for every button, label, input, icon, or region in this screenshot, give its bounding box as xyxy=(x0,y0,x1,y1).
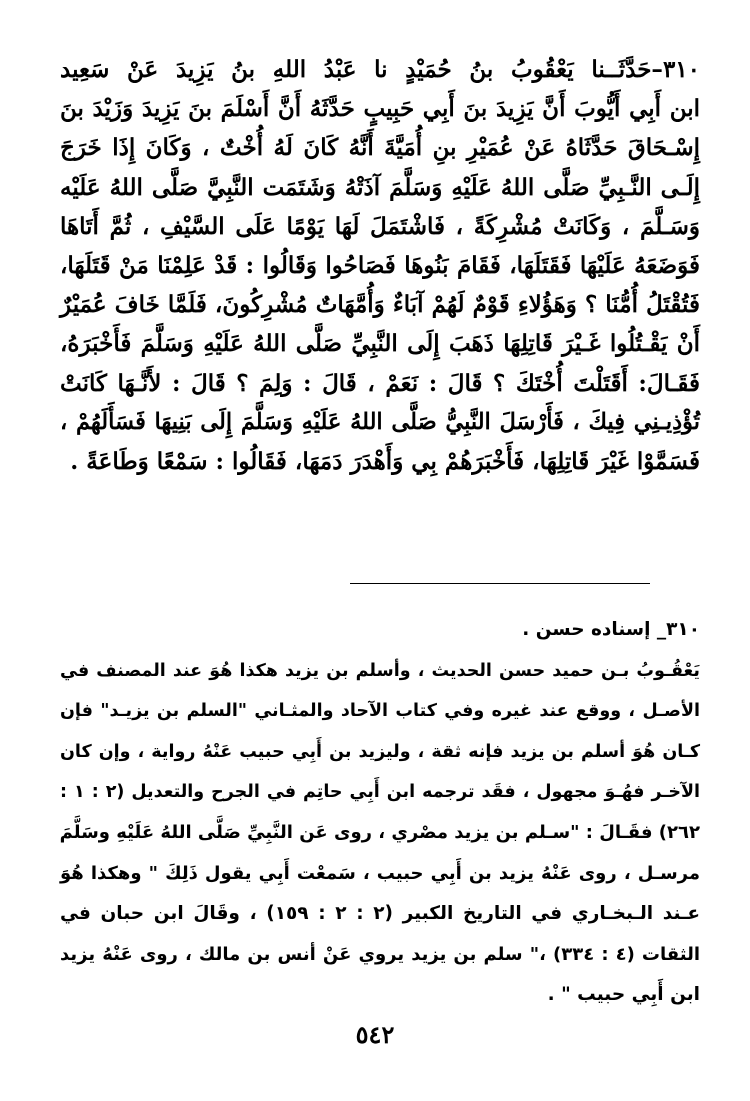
hadith-line: فَسَمَّوْا غَيْرَ قَاتِلِهَا، فَأَخْبَرَهُمْ بِي وَأَهْدَرَ دَمَهَا، فَقَالُوا : سَمْعًا وَطَاعَةً . xyxy=(70,448,700,476)
footnote-text xyxy=(60,610,700,1016)
hadith-line: إِسْـحَاقَ حَدَّثَاهُ عَنْ عُمَيْرِ بنِ أُمَيَّةَ أَنَّهُ كَانَ لَهُ أُخْتٌ ، وَكَانَ إِذَا خَرَجَ xyxy=(60,134,700,162)
footnote-line: الآخـر فهُـوَ مجهول ، فقَد ترجمه ابن أَبِي حاتِم في الجرح والتعديل (٢ : ١ : xyxy=(60,782,701,803)
hadith-line: فَوَضَعَهُ عَلَيْهَا فَقَتَلَهَا، فَقَامَ بَنُوهَا فَصَاحُوا وَقَالُوا : قَدْ عَلِمْنَا مَنْ قَتَلَهَا، xyxy=(60,252,700,280)
footnote-line: الثقات (٤ : ٣٣٤) ،" سلم بن يزيد يروي عَنْ أنس بن مالك ، روى عَنْهُ يزيد xyxy=(60,943,701,965)
footnote-line: عـند الـبخـاري في التاريخ الكبير (٢ : ٢ : ١٥٩) ، وقَالَ ابن حبان في xyxy=(60,903,700,925)
footnote-line: الأصـل ، ووقع عند غيره وفي كتاب الآحاد والمثـاني "السلم بن يزيـد" فإن xyxy=(60,701,700,722)
footnote-line: ابن أَبِي حبيب " . xyxy=(547,984,700,1006)
hadith-line: أَنْ يَقْـتُلُوا غَـيْرَ قَاتِلِهَا ذَهَبَ إِلَى النَّبِيِّ صَلَّى اللهُ عَلَيْهِ وَسَلَّمَ فَأَخْبَرَهُ، xyxy=(60,330,700,358)
hadith-line: ابن أَبِي أَيُّوبَ أَنَّ يَزِيدَ بنَ أَبِي حَبِيبٍ حَدَّثَهُ أَنَّ أَسْلَمَ بنَ يَزِيدَ وَزَيْدَ بنَ xyxy=(60,95,700,123)
hadith-line: وَسَـلَّمَ ، وَكَانَتْ مُشْرِكَةً ، فَاشْتَمَلَ لَهَا يَوْمًا عَلَى السَّيْفِ ، ثُمَّ أَتَاهَا xyxy=(60,212,700,240)
footnote-line: يَعْقُـوبُ بـن حميد حسن الحديث ، وأسلم بن يزيد هكذا هُوَ عند المصنف في xyxy=(60,660,700,681)
page-number: ٥٤٢ xyxy=(355,1020,395,1049)
hadith-line: تُؤْذِيـنِي فِيكَ ، فَأَرْسَلَ النَّبِيُّ صَلَّى اللهُ عَلَيْهِ وَسَلَّمَ إِلَى بَنِيهَا فَسَأَلَهُمْ ، xyxy=(60,408,700,435)
footnote-divider xyxy=(350,583,650,584)
footnote-line: ٢٦٢) فقَـالَ : "سـلم بن يزيد مصْري ، روى عَن النَّبِيِّ صَلَّى اللهُ عَلَيْهِ وسَلَّمَ xyxy=(59,821,700,843)
hadith-line: فَتُقْتَلُ أُمُّنَا ؟ وَهَؤُلاءِ قَوْمٌ لَهُمْ آبَاءٌ وَأُمَّهَاتٌ مُشْرِكُونَ، فَلَمَّا خَافَ عُمَيْرٌ xyxy=(60,291,700,319)
footnote-line: مرسـل ، روى عَنْهُ يزيد بن أَبِي حبيب ، سَمعْت أَبِي يقول ذَلِكَ " وهكذا هُوَ xyxy=(60,862,700,884)
footnote-heading: ٣١٠_ إسناده حسن . xyxy=(522,619,700,640)
hadith-line: فَقَـالَ: أَقَتَلْتَ أُخْتَكَ ؟ قَالَ : نَعَمْ ، قَالَ : وَلِمَ ؟ قَالَ : لأَنَّـهَا كَانَتْ xyxy=(60,369,700,397)
footnote-line: كـان هُوَ أسلم بن يزيد فإنه ثقة ، وليزيد بن أَبِي حبيب عَنْهُ رواية ، وإن كان xyxy=(60,741,700,762)
hadith-line: ٣١٠–حَدَّثَــنا يَعْقُوبُ بنُ حُمَيْدٍ نا عَبْدُ اللهِ بنُ يَزِيدَ عَنْ سَعِيد xyxy=(60,56,700,83)
hadith-line: إِلَـى النَّـبِيِّ صَلَّى اللهُ عَلَيْهِ وَسَلَّمَ آذَتْهُ وَشَتَمَت النَّبِيَّ صَلَّى اللهُ عَلَيْه xyxy=(60,173,700,201)
hadith-text xyxy=(60,50,700,481)
